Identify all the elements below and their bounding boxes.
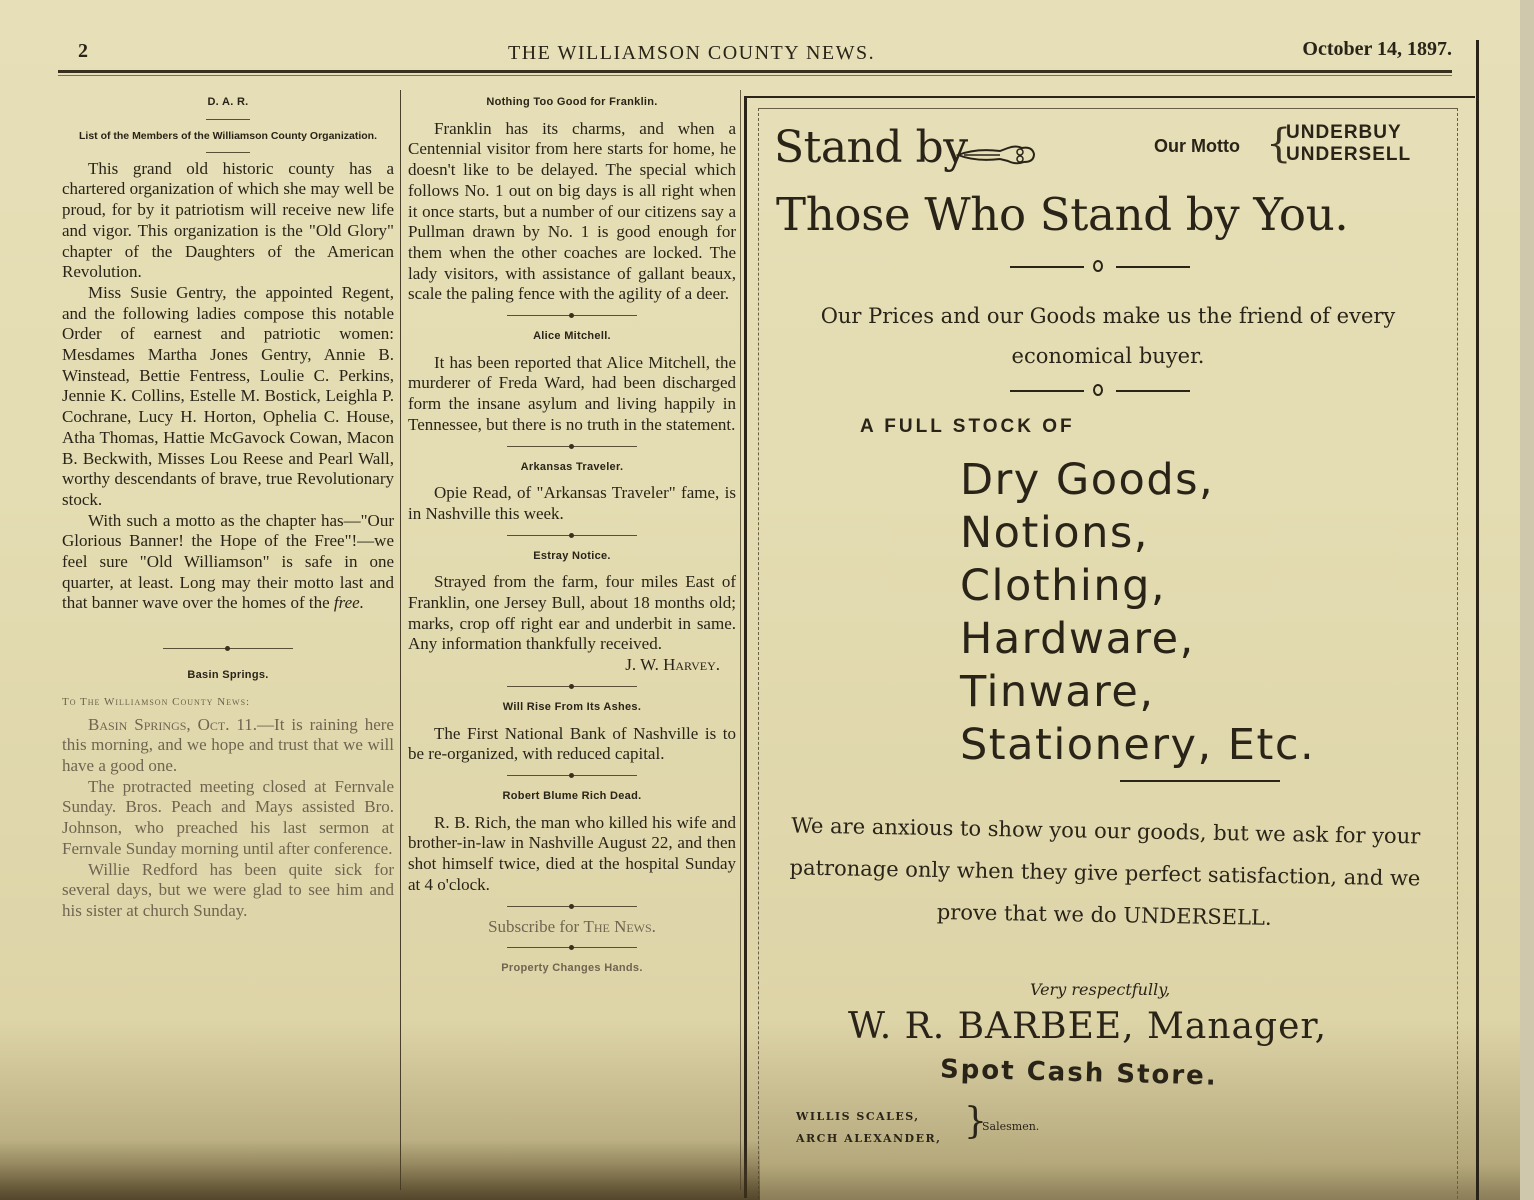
article-paragraph: Strayed from the farm, four miles East of Franklin, one Jersey Bull, about 18 months old; marks, crop off right ear and underbit in same. Any information thankfully received. [408, 572, 736, 654]
column-separator [740, 90, 741, 1190]
article-divider [163, 648, 293, 649]
article-paragraph [62, 511, 394, 615]
notice-signature: J. W. Harvey. [625, 655, 720, 675]
closing-line: Very respectfully, [1030, 980, 1171, 999]
article-headline: Estray Notice. [533, 549, 611, 562]
dateline: Basin Springs, Oct. 11. [88, 714, 258, 734]
article-paragraph: Franklin has its charms, and when a Centennial visitor from here starts for home, he doesn't like to be delayed. The special which follows No. 1 out on big days is all right when it once starts, but a number of our citizens say a Pullman drawn by No. 1 is good enough for them when the other coaches are locked. The lady visitors, with assistance of gallant beaux, scale the paling fence with the agility of a deer. [408, 118, 736, 304]
article-headline: Basin Springs. [187, 669, 269, 682]
issue-date: October 14, 1897. [1302, 38, 1452, 60]
salesman: ARCH ALEXANDER, [796, 1132, 942, 1145]
store-name: Spot Cash Store. [939, 1054, 1219, 1092]
salesmen-label: Salesmen. [982, 1120, 1040, 1133]
article-paragraph: The protracted meeting closed at Fernvale Sunday. Bros. Peach and Mays assisted Bro. Johnson, who preached his last sermon at Fernvale Sunday morning until after conference. [62, 776, 394, 858]
motto-items [1286, 122, 1411, 166]
full-stock-label: A FULL STOCK OF [860, 416, 1075, 437]
masthead-rule [58, 70, 1452, 73]
article-paragraph: Willie Redford has been quite sick for several days, but we were glad to see him and his sister at church Sunday. [62, 859, 394, 920]
column-2 [408, 88, 736, 985]
column-1 [62, 88, 394, 922]
masthead-rule-thin [58, 75, 1452, 76]
article-headline: Robert Blume Rich Dead. [502, 789, 642, 802]
ornament-divider [1010, 262, 1190, 272]
pointing-hand-icon [956, 142, 1036, 172]
ad-tagline: Those Who Stand by You. [776, 188, 1349, 241]
goods-rule [1120, 780, 1280, 782]
goods-item: Dry Goods, [960, 455, 1215, 505]
subscribe-prefix: Subscribe for [488, 916, 584, 936]
article-divider [507, 947, 637, 948]
article-headline: D. A. R. [207, 96, 249, 108]
article-headline: Nothing Too Good for Franklin. [486, 96, 658, 108]
short-rule [206, 119, 250, 120]
goods-item: Tinware, [960, 667, 1155, 717]
article-divider [507, 906, 637, 907]
motto-item: UNDERBUY [1286, 122, 1402, 143]
article-headline: Alice Mitchell. [533, 330, 611, 343]
article-divider [507, 775, 637, 776]
article-headline: Arkansas Traveler. [520, 460, 624, 473]
page-edge [1520, 0, 1534, 1200]
article-paragraph: This grand old historic county has a chartered organization of which she may well be proud, for by it patriotism will receive new life and vigor. This organization is the "Old Glory" chapter of the Daughters of the American Revolution. [62, 158, 394, 282]
page-fold-shadow [0, 1140, 760, 1200]
goods-list [960, 454, 1315, 772]
page-number: 2 [78, 40, 88, 62]
article-divider [507, 446, 637, 447]
goods-item: Clothing, [960, 561, 1167, 611]
article-divider [507, 535, 637, 536]
subscribe-notice [408, 917, 736, 938]
salesman: WILLIS SCALES, [796, 1110, 920, 1123]
italic-word: free. [333, 593, 364, 613]
article-paragraph: The First National Bank of Nashville is to be re-organized, with reduced capital. [408, 723, 736, 764]
advertisement-border-right [1476, 40, 1479, 1200]
article-paragraph [62, 715, 394, 777]
goods-item: Stationery, Etc. [960, 720, 1316, 770]
goods-item: Notions, [960, 508, 1149, 558]
ornament-divider [1010, 386, 1190, 396]
brace-icon: { [1266, 121, 1292, 167]
column-separator [400, 90, 401, 1190]
article-divider [507, 686, 637, 687]
goods-item: Hardware, [960, 614, 1195, 664]
article-divider [507, 315, 637, 316]
ad-stand-by: Stand by [774, 122, 968, 173]
prices-text: Our Prices and our Goods make us the friend of every economical buyer. [820, 304, 1396, 368]
correspondent-line: To The Williamson County News: [62, 695, 251, 708]
anxious-text: We are anxious to show you our goods, but we ask for your patronage only when they give perfect satisfaction, and we prove that we do UNDERSELL. [789, 813, 1421, 930]
brace-icon: } [964, 1101, 987, 1142]
short-rule [206, 152, 250, 153]
paragraph-text: —It is raining here this morning, and we hope and trust that we will have a good one. [62, 714, 394, 775]
article-paragraph: Miss Susie Gentry, the appointed Regent, and the following ladies compose this notable Order of earnest and patriotic women: Mesdames Martha Jones Gentry, Annie B. Winstead, Bettie Fentress, Loulie C. Perkins, Jennie K. Collins, Estelle M. Bostick, Leighla P. Cochrane, Lucy H. Horton, Ophelia C. House, Atha Thomas, Hattie McGavock Cowan, Macon B. Beckwith, Misses Lou Reese and Pearl Wall, worthy descendants of brave, true Revolutionary stock. [62, 282, 394, 509]
motto-item: UNDERSELL [1286, 144, 1412, 165]
newspaper-title: THE WILLIAMSON COUNTY NEWS. [508, 42, 876, 64]
article-headline: Will Rise From Its Ashes. [502, 700, 642, 713]
masthead [60, 36, 1452, 70]
article-paragraph: R. B. Rich, the man who killed his wife and brother-in-law in Nashville August 22, and then shot himself twice, died at the hospital Sunday at 4 o'clock. [408, 812, 736, 894]
paragraph-text: With such a motto as the chapter has—"Our Glorious Banner! the Hope of the Free"!—we feel sure "Old Williamson" is safe in one quarter, at least. Long may their motto last and that banner wave over the homes of the [62, 510, 394, 613]
article-headline: Property Changes Hands. [501, 962, 643, 975]
salesmen-list [796, 1106, 941, 1150]
manager-name: W. R. BARBEE, Manager, [848, 1006, 1328, 1047]
subscribe-paper-name: The News. [583, 916, 656, 936]
article-paragraph: Opie Read, of "Arkansas Traveler" fame, is in Nashville this week. [408, 483, 736, 523]
article-paragraph: It has been reported that Alice Mitchell, the murderer of Freda Ward, had been discharged form the insane asylum and living happily in Tennessee, but there is no truth in the statement. [408, 352, 736, 434]
article-subheadline: List of the Members of the Williamson County Organization. [78, 129, 377, 142]
motto-label: Our Motto [1154, 136, 1240, 156]
